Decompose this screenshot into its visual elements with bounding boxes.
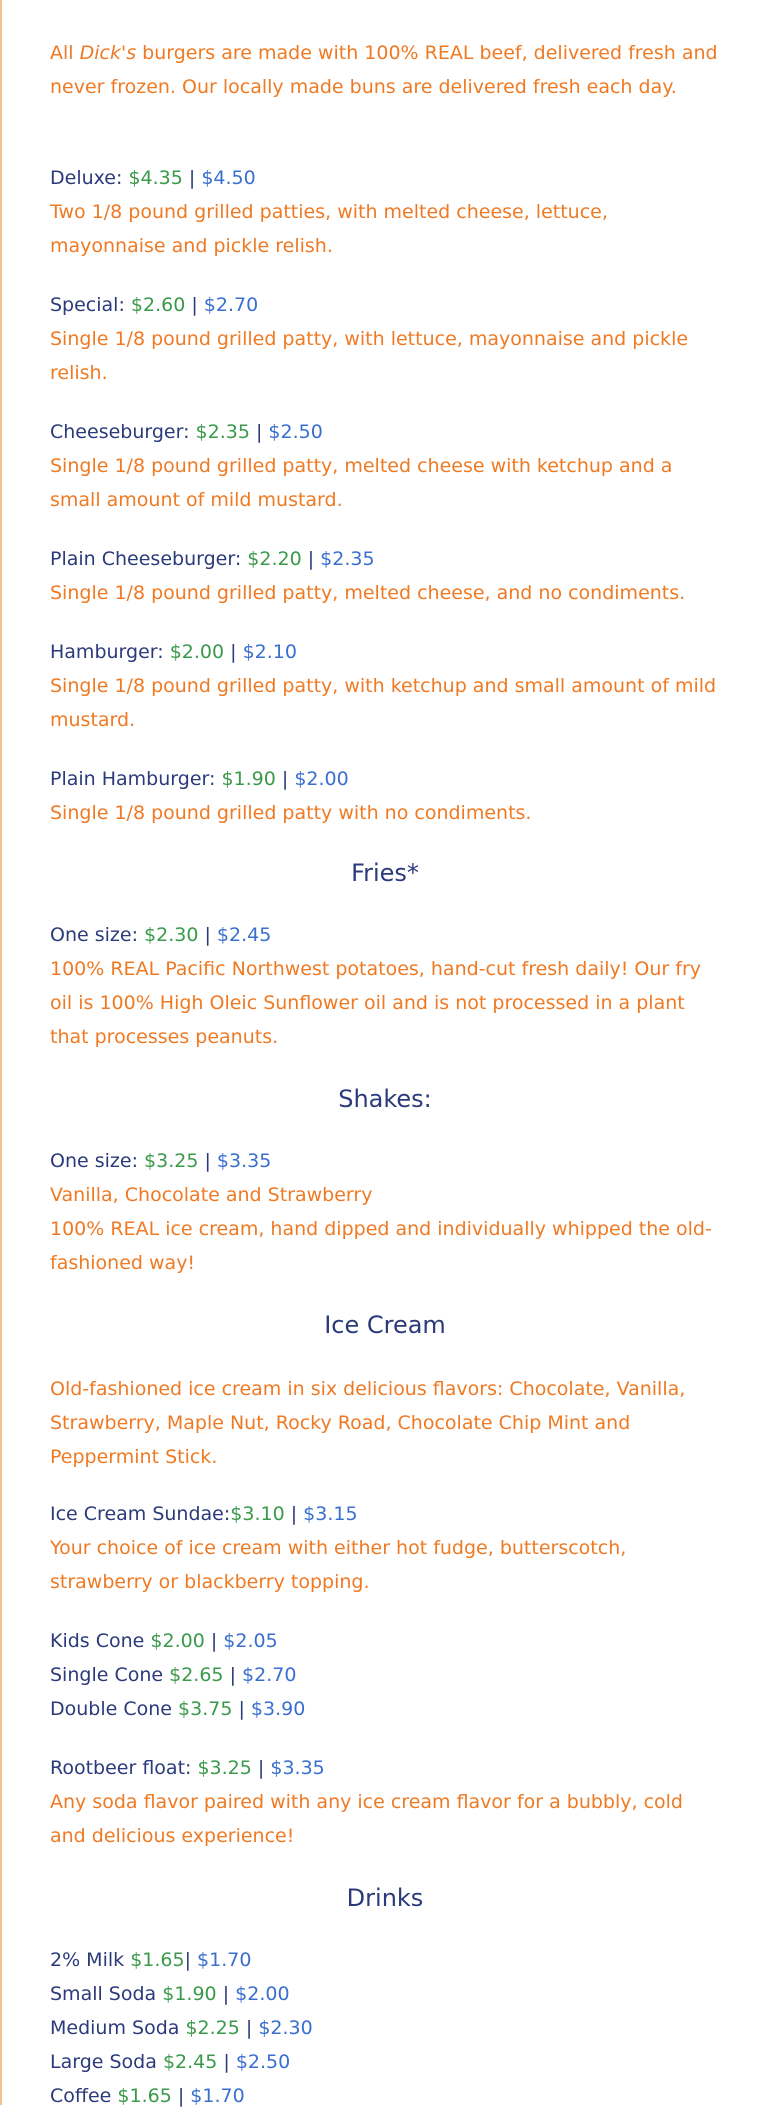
item-price-alt: $3.90 (250, 1698, 306, 1720)
item-price-alt: $3.35 (216, 1150, 272, 1172)
cone-list (50, 1624, 720, 1726)
item-price-alt: $2.70 (203, 294, 259, 316)
item-price-regular: $2.20 (247, 548, 302, 570)
item-price-regular: $2.45 (162, 2051, 218, 2073)
item-price-regular: $1.90 (221, 768, 276, 790)
item-price-alt: $2.30 (258, 2017, 313, 2039)
drink-item (50, 2011, 720, 2045)
cone-item (50, 1658, 720, 1692)
price-separator: | (198, 1150, 217, 1172)
price-separator: | (223, 1664, 243, 1686)
item-description: Your choice of ice cream with either hot fudge, butterscotch, strawberry or blackberry topping. (50, 1537, 627, 1593)
shake-flavors: Vanilla, Chocolate and Strawberry (50, 1184, 373, 1206)
ice-cream-intro: Old-fashioned ice cream in six delicious flavors: Chocolate, Vanilla, Strawberry, Maple Nut, Rocky Road, Chocolate Chip Mint and Peppermint Stick. (50, 1378, 686, 1468)
menu-item-plain-hamburger (50, 762, 720, 830)
drink-item (50, 2045, 720, 2079)
price-separator: | (251, 1757, 271, 1779)
item-name: Double Cone (50, 1698, 179, 1720)
item-name: 2% Milk (50, 1949, 131, 1971)
price-separator: | (284, 1503, 304, 1525)
left-border (0, 0, 2, 2105)
section-title-drinks: Drinks (346, 1884, 424, 1912)
item-price-alt: $1.70 (190, 2085, 245, 2107)
burgers-intro (50, 36, 720, 104)
item-name: Hamburger: (50, 641, 170, 663)
price-separator: | (216, 1983, 236, 2005)
menu-item-plain-cheeseburger (50, 542, 720, 610)
item-name: Kids Cone (50, 1630, 151, 1652)
item-price-regular: $1.65 (117, 2085, 172, 2107)
section-title-shakes: Shakes: (338, 1085, 432, 1113)
item-price-regular: $2.60 (130, 294, 186, 316)
menu-item-deluxe (50, 161, 720, 263)
item-description: 100% REAL ice cream, hand dipped and individually whipped the old-fashioned way! (50, 1218, 712, 1274)
price-separator: | (184, 1949, 198, 1971)
price-separator: | (217, 2051, 236, 2073)
menu-item-cheeseburger (50, 415, 720, 517)
item-name: One size: (50, 924, 145, 946)
item-price-regular: $2.00 (150, 1630, 205, 1652)
price-separator: | (185, 294, 204, 316)
menu-item-hamburger (50, 635, 720, 737)
item-name: Deluxe: (50, 167, 129, 189)
item-price-regular: $2.00 (169, 641, 225, 663)
item-price-alt: $2.05 (223, 1630, 278, 1652)
item-price-alt: $3.15 (303, 1503, 358, 1525)
item-price-alt: $2.00 (235, 1983, 290, 2005)
drink-item (50, 1977, 720, 2011)
item-name: Single Cone (50, 1664, 170, 1686)
price-separator: | (249, 421, 269, 443)
menu-item-fries (50, 918, 720, 1054)
item-name: Plain Hamburger: (50, 768, 222, 790)
item-price-regular: $3.75 (178, 1698, 233, 1720)
cone-item (50, 1692, 720, 1726)
item-name: Ice Cream Sundae: (50, 1503, 231, 1525)
item-price-alt: $1.70 (197, 1949, 252, 1971)
price-separator: | (171, 2085, 191, 2107)
price-separator: | (182, 167, 202, 189)
item-name: Large Soda (50, 2051, 163, 2073)
item-price-regular: $3.25 (197, 1757, 252, 1779)
drink-item (50, 2079, 720, 2113)
item-price-alt: $2.35 (320, 548, 375, 570)
cone-item (50, 1624, 720, 1658)
price-separator: | (239, 2017, 259, 2039)
price-separator: | (198, 924, 217, 946)
section-title-fries: Fries* (351, 859, 419, 887)
item-price-regular: $3.10 (230, 1503, 285, 1525)
intro-prefix: All (50, 42, 80, 64)
menu-item-special (50, 288, 720, 390)
menu-item-rootbeer-float (50, 1751, 720, 1853)
price-separator: | (224, 641, 243, 663)
item-price-regular: $4.35 (128, 167, 183, 189)
item-name: Coffee (50, 2085, 118, 2107)
item-name: Rootbeer float: (50, 1757, 198, 1779)
item-description: Two 1/8 pound grilled patties, with melted cheese, lettuce, mayonnaise and pickle relish. (50, 201, 608, 257)
item-price-regular: $2.65 (169, 1664, 224, 1686)
item-name: Plain Cheeseburger: (50, 548, 248, 570)
item-price-alt: $4.50 (201, 167, 256, 189)
drink-list (50, 1943, 720, 2113)
item-price-alt: $2.50 (235, 2051, 291, 2073)
intro-brand: Dick's (79, 42, 137, 64)
item-price-alt: $2.70 (242, 1664, 297, 1686)
item-name: Cheeseburger: (50, 421, 196, 443)
item-name: Small Soda (50, 1983, 163, 2005)
item-price-regular: $2.35 (195, 421, 250, 443)
item-price-alt: $2.50 (268, 421, 323, 443)
item-description: Single 1/8 pound grilled patty, with lettuce, mayonnaise and pickle relish. (50, 328, 689, 384)
item-description: Single 1/8 pound grilled patty, melted cheese, and no condiments. (50, 582, 686, 604)
menu-item-shakes (50, 1144, 720, 1280)
item-description: Single 1/8 pound grilled patty, melted cheese with ketchup and a small amount of mild mustard. (50, 455, 673, 511)
item-description: Any soda flavor paired with any ice cream flavor for a bubbly, cold and delicious experience! (50, 1791, 683, 1847)
price-separator: | (232, 1698, 251, 1720)
drink-item (50, 1943, 720, 1977)
item-description: Single 1/8 pound grilled patty with no condiments. (50, 802, 532, 824)
item-price-regular: $2.25 (185, 2017, 240, 2039)
item-price-alt: $2.00 (294, 768, 349, 790)
price-separator: | (301, 548, 321, 570)
item-price-regular: $1.90 (162, 1983, 217, 2005)
item-price-alt: $2.45 (216, 924, 272, 946)
item-description: Single 1/8 pound grilled patty, with ketchup and small amount of mild mustard. (50, 675, 717, 731)
item-price-regular: $1.65 (130, 1949, 185, 1971)
intro-suffix: burgers are made with 100% REAL beef, delivered fresh and never frozen. Our locally made buns are delivered fresh each day. (50, 42, 718, 98)
item-price-regular: $3.25 (144, 1150, 199, 1172)
price-separator: | (275, 768, 295, 790)
item-name: Special: (50, 294, 131, 316)
item-name: One size: (50, 1150, 145, 1172)
section-title-ice-cream: Ice Cream (324, 1311, 446, 1339)
menu-item-sundae (50, 1497, 720, 1599)
price-separator: | (204, 1630, 224, 1652)
item-price-alt: $3.35 (270, 1757, 325, 1779)
item-name: Medium Soda (50, 2017, 186, 2039)
item-price-alt: $2.10 (242, 641, 297, 663)
item-price-regular: $2.30 (144, 924, 199, 946)
item-description: 100% REAL Pacific Northwest potatoes, hand-cut fresh daily! Our fry oil is 100% High Oleic Sunflower oil and is not processed in a plant that processes peanuts. (50, 958, 702, 1048)
